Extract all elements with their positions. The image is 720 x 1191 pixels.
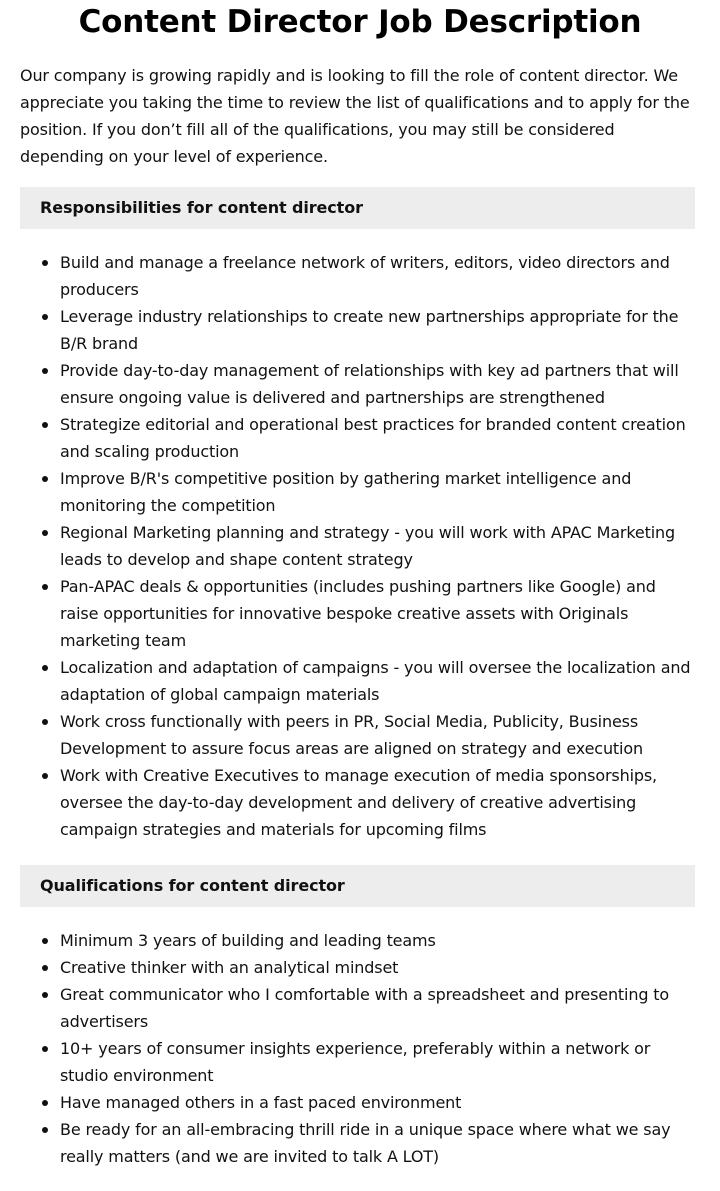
- bullet-icon: [42, 584, 48, 590]
- bullet-icon: [42, 1127, 48, 1133]
- bullet-icon: [42, 476, 48, 482]
- responsibilities-header: Responsibilities for content director: [20, 187, 695, 229]
- list-item-text: Leverage industry relationships to create new partnerships appropriate for the B/R brand: [60, 307, 679, 353]
- list-item-text: Creative thinker with an analytical mindset: [60, 958, 399, 977]
- section-spacer: [20, 843, 700, 848]
- list-item-text: 10+ years of consumer insights experience, preferably within a network or studio environment: [60, 1039, 651, 1085]
- bullet-icon: [42, 992, 48, 998]
- bullet-icon: [42, 719, 48, 725]
- page-title: Content Director Job Description: [78, 4, 642, 40]
- list-item: [60, 654, 700, 708]
- list-item-text: Work with Creative Executives to manage execution of media sponsorships, oversee the day-to-day development and delivery of creative advertising campaign strategies and materials for upcoming films: [60, 766, 657, 839]
- bullet-icon: [42, 965, 48, 971]
- list-item-text: Regional Marketing planning and strategy - you will work with APAC Marketing leads to develop and shape content strategy: [60, 523, 675, 569]
- intro-paragraph: Our company is growing rapidly and is looking to fill the role of content director. We appreciate you taking the time to review the list of qualifications and to apply for the position. If you don’t fill all of the qualifications, you may still be considered depending on your level of experience.: [20, 66, 690, 166]
- list-item: [60, 762, 700, 843]
- list-item: [60, 357, 700, 411]
- list-item: [60, 954, 700, 981]
- list-item-text: Be ready for an all-embracing thrill ride in a unique space where what we say really matters (and we are invited to talk A LOT): [60, 1120, 671, 1166]
- bullet-icon: [42, 422, 48, 428]
- list-item: [60, 1116, 700, 1170]
- list-item: [60, 465, 700, 519]
- list-item: [60, 303, 700, 357]
- list-item: [60, 249, 700, 303]
- list-item: [60, 981, 700, 1035]
- list-item-text: Have managed others in a fast paced environment: [60, 1093, 462, 1112]
- list-item: [60, 573, 700, 654]
- list-item-text: Work cross functionally with peers in PR, Social Media, Publicity, Business Development to assure focus areas are aligned on strategy and execution: [60, 712, 643, 758]
- list-item-text: Pan-APAC deals & opportunities (includes pushing partners like Google) and raise opportunities for innovative bespoke creative assets with Originals marketing team: [60, 577, 656, 650]
- bullet-icon: [42, 665, 48, 671]
- list-item-text: Build and manage a freelance network of writers, editors, video directors and producers: [60, 253, 670, 299]
- list-item: [60, 1035, 700, 1089]
- bullet-icon: [42, 260, 48, 266]
- bullet-icon: [42, 1046, 48, 1052]
- list-item-text: Great communicator who I comfortable with a spreadsheet and presenting to advertisers: [60, 985, 670, 1031]
- list-item-text: Minimum 3 years of building and leading teams: [60, 931, 436, 950]
- list-item: [60, 708, 700, 762]
- bullet-icon: [42, 773, 48, 779]
- bullet-icon: [42, 530, 48, 536]
- list-item: [60, 927, 700, 954]
- list-item: [60, 519, 700, 573]
- bullet-icon: [42, 1100, 48, 1106]
- qualifications-list: [20, 927, 700, 1170]
- list-item: [60, 1089, 700, 1116]
- bullet-icon: [42, 938, 48, 944]
- responsibilities-list: [20, 249, 700, 843]
- list-item-text: Strategize editorial and operational best practices for branded content creation and scaling production: [60, 415, 686, 461]
- list-item-text: Improve B/R's competitive position by gathering market intelligence and monitoring the competition: [60, 469, 632, 515]
- qualifications-header: Qualifications for content director: [20, 865, 695, 907]
- list-item-text: Localization and adaptation of campaigns - you will oversee the localization and adaptation of global campaign materials: [60, 658, 691, 704]
- list-item: [60, 411, 700, 465]
- list-item-text: Provide day-to-day management of relationships with key ad partners that will ensure ongoing value is delivered and partnerships are strengthened: [60, 361, 679, 407]
- bullet-icon: [42, 368, 48, 374]
- bullet-icon: [42, 314, 48, 320]
